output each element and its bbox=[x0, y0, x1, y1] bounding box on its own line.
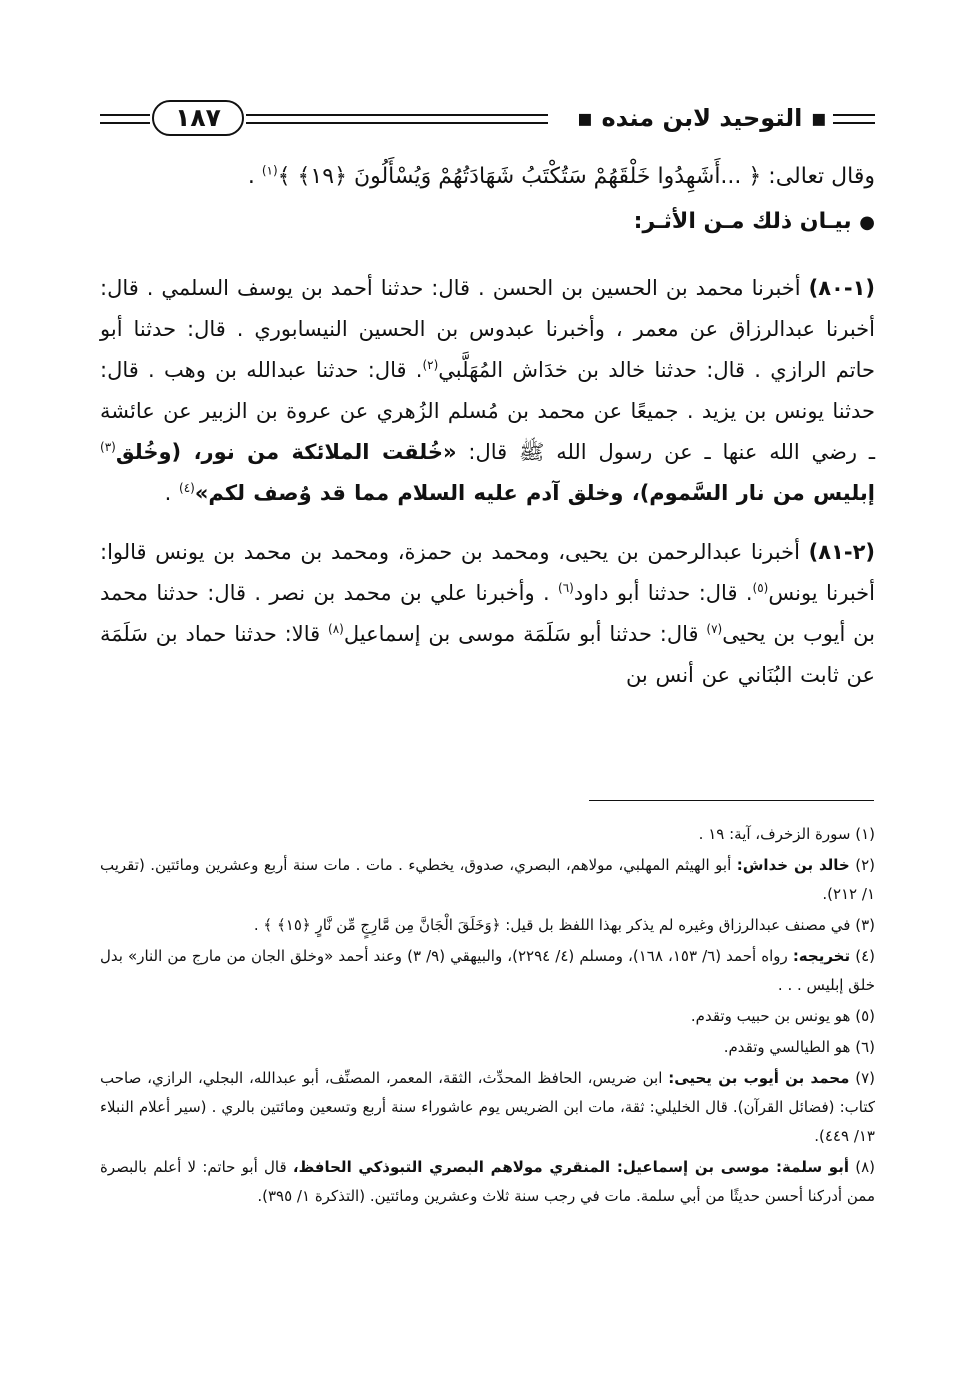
hadith-text: أخبرنا عبدالرحمن بن يحيى، ومحمد بن حمزة، ومحمد بن محمد بن يونس قالوا: أخبرنا يونس bbox=[100, 540, 875, 605]
footnotes bbox=[100, 820, 875, 1213]
footnote bbox=[100, 820, 875, 849]
hadith-text: قال: حدثنا أبو سَلَمَة موسى بن إسماعيل bbox=[343, 622, 707, 646]
footnote-number: (٤) bbox=[855, 947, 875, 965]
header-rule bbox=[246, 114, 548, 116]
footnote-head: تخريجه: bbox=[792, 947, 851, 965]
footnote-divider bbox=[589, 800, 874, 801]
hadith-paragraph bbox=[100, 532, 875, 696]
quran-verse-line bbox=[100, 156, 875, 200]
footnote-number: (٦) bbox=[855, 1038, 875, 1056]
footnote-text: ابن ضريس، الحافظ المحدِّث، الثقة، المعمر، المصنِّف، أبو عبدالله، البجلي، الرازي، صاحب كتاب: (فضائل القرآن). قال الخليلي: ثقة، مات ابن الضريس يوم عاشوراء سنة أربع وتسعين ومائتين بالري . (سير أعلام النبلاء ١٣/ ٤٤٩). bbox=[100, 1069, 875, 1145]
footnote-number: (٥) bbox=[855, 1007, 875, 1025]
header-rule bbox=[246, 122, 548, 124]
footnote-ref: (٤) bbox=[179, 481, 195, 495]
footnote-text: سورة الزخرف، آية: ١٩ . bbox=[698, 825, 856, 843]
footnote bbox=[100, 1153, 875, 1211]
hadith-text: . وأخبرنا علي بن محمد بن نصر . قال: حدثنا محمد بن أيوب بن يحيى bbox=[100, 581, 875, 646]
section-heading-text: بيـان ذلك مـن الأثـر: bbox=[633, 209, 852, 234]
footnote-number: (٢) bbox=[855, 856, 875, 874]
footnote-ref: (٦) bbox=[558, 581, 574, 595]
footnote bbox=[100, 1002, 875, 1031]
hadith-number: (١-٨٠) bbox=[808, 276, 875, 300]
hadith-text: . قال: حدثنا أبو داود bbox=[573, 581, 753, 605]
footnote-text: في مصنف عبدالرزاق وغيره لم يذكر بهذا اللفظ بل قيل: ﴿وَخَلَقَ الْجَانَّ مِن مَّارِجٍ مِّن نَّارٍ ﴿١٥﴾ ﴾ . bbox=[253, 916, 856, 934]
hadith-text: . قال: حدثنا عبدالله بن وهب . قال: حدثنا يونس بن يزيد . جميعًا عن محمد بن مُسلم الزُهري عن عروة بن الزبير عن عائشة ـ رضي الله عنها ـ عن رسول الله ﷺ قال: bbox=[100, 358, 875, 464]
header-rule bbox=[100, 114, 150, 116]
footnote-text: هو يونس بن حبيب وتقدم. bbox=[690, 1007, 856, 1025]
footnote-number: (٧) bbox=[855, 1069, 875, 1087]
verse-end: . bbox=[247, 164, 262, 189]
running-title: ▪ التوحيد لابن منده ▪ bbox=[576, 104, 827, 132]
footnote bbox=[100, 1064, 875, 1151]
hadith-number: (٢-٨١) bbox=[808, 540, 875, 564]
header-rule bbox=[833, 122, 875, 124]
hadith-paragraph bbox=[100, 268, 875, 514]
footnote-text: قال أبو حاتم: لا أعلم بالبصرة ممن أدركنا أحسن حديثًا من أبي سلمة. مات في رجب سنة ثلاث وعشرين ومائتين. (التذكرة ١/ ٣٩٥). bbox=[100, 1158, 875, 1205]
footnote-number: (١) bbox=[855, 825, 875, 843]
main-text bbox=[100, 156, 875, 696]
hadith-quote: «خُلقت الملائكة من نور، (وخُلق bbox=[115, 440, 457, 464]
section-heading bbox=[100, 200, 875, 252]
footnote-ref: (٣) bbox=[100, 440, 116, 454]
footnote-text: هو الطيالسي وتقدم. bbox=[723, 1038, 856, 1056]
footnote-ref: (٧) bbox=[706, 622, 723, 636]
hadith-quote: إبليس من نار السَّموم)، وخلق آدم عليه السلام مما قد وُصف لكم» bbox=[194, 481, 875, 505]
footnote-number: (٨) bbox=[855, 1158, 876, 1176]
footnote-head: محمد بن أيوب بن يحيى: bbox=[668, 1069, 850, 1087]
page-header bbox=[100, 98, 875, 150]
footnote bbox=[100, 942, 875, 1000]
footnote-ref: (٥) bbox=[752, 581, 769, 595]
header-rule bbox=[100, 122, 150, 124]
footnote-ref: (٨) bbox=[328, 622, 344, 636]
verse-text: وقال تعالى: ﴿ ...أَشَهِدُوا خَلْقَهُمْ سَتُكْتَبُ شَهَادَتُهُمْ وَيُسْأَلُونَ ﴿١٩﴾ ﴾ bbox=[277, 164, 875, 189]
bullet-icon: ● bbox=[859, 212, 875, 233]
footnote bbox=[100, 911, 875, 940]
footnote-head: خالد بن خداش: bbox=[736, 856, 850, 874]
footnote-text: أبو الهيثم المهلبي، مولاهم، البصري، صدوق، يخطيء . مات . مات سنة أربع وعشرين ومائتين. (تقريب ١/ ٢١٢). bbox=[100, 856, 875, 903]
footnote bbox=[100, 851, 875, 909]
footnote bbox=[100, 1033, 875, 1062]
footnote-head: أبو سلمة: موسى بن إسماعيل: المنقري مولاهم البصري التبوذكي الحافظ، bbox=[292, 1158, 849, 1176]
footnote-number: (٣) bbox=[855, 916, 875, 934]
hadith-text: أخبرنا محمد بن الحسين بن الحسن . قال: حدثنا أحمد بن يوسف السلمي . قال: أخبرنا عبدالرزاق عن معمر ، وأخبرنا عبدوس بن الحسين النيسابوري . قال: حدثنا أبو حاتم الرازي . قال: حدثنا خالد بن خدَاش المُهَلَّبي bbox=[100, 276, 875, 382]
footnote-ref: (١) bbox=[261, 163, 278, 178]
footnote-ref: (٢) bbox=[422, 358, 439, 372]
header-rule bbox=[833, 114, 875, 116]
hadith-text: قالا: حدثنا حماد بن سَلَمَة عن ثابت البُنَاني عن أنس بن bbox=[100, 622, 875, 687]
footnote-text: رواه أحمد (٦/ ١٥٣، ١٦٨)، ومسلم (٤/ ٢٢٩٤)، والبيهقي (٩/ ٣) وعند أحمد «وخلق الجان من مارج من النار» بدل خلق إبليس . . . bbox=[100, 947, 875, 994]
hadith-end: . bbox=[164, 481, 179, 505]
page-number: ١٨٧ bbox=[152, 100, 244, 136]
